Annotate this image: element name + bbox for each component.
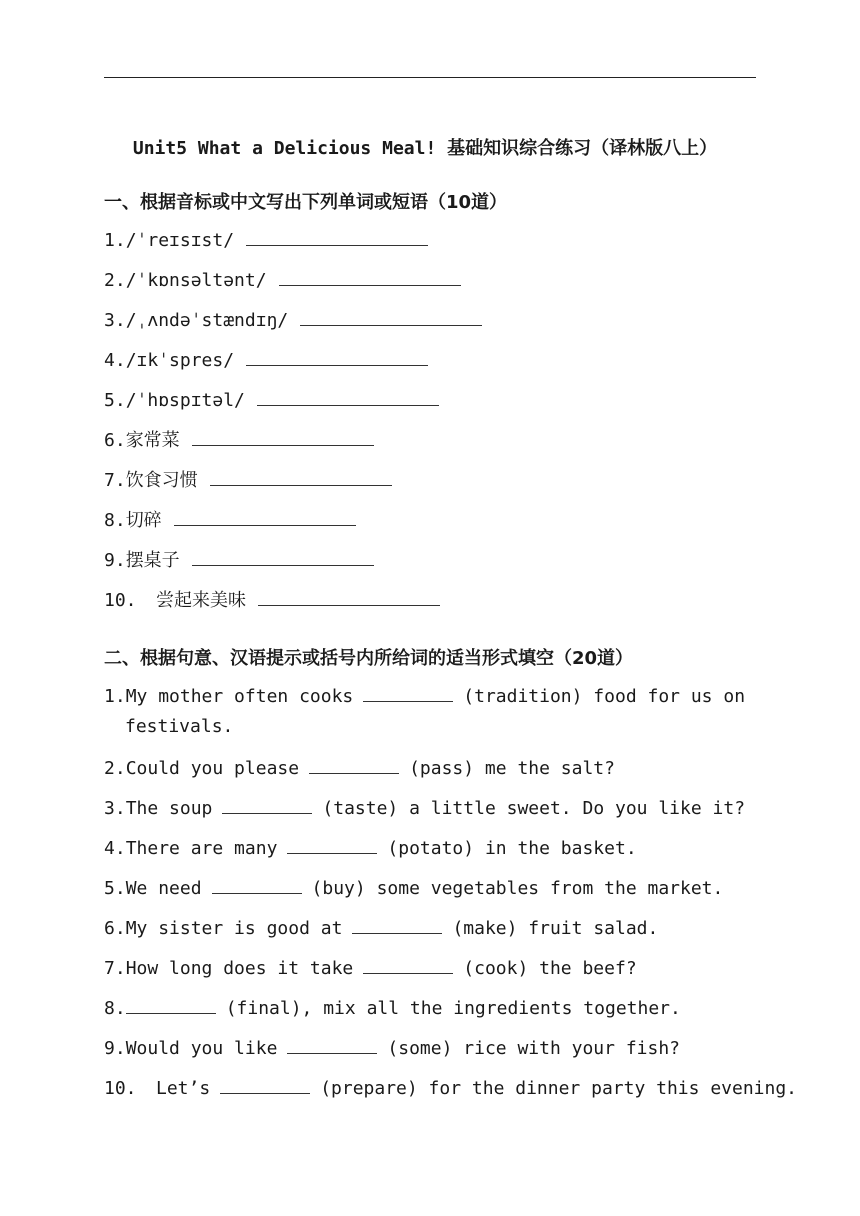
answer-blank[interactable] [210,466,392,486]
s2-item-4: 4.There are many (potato) in the basket. [104,834,637,862]
s1-item-4: 4./ɪkˈspres/ [104,346,428,374]
answer-blank[interactable] [246,226,428,246]
s2-item-3: 3.The soup (taste) a little sweet. Do you like it? [104,794,745,822]
answer-blank[interactable] [257,386,439,406]
s1-item-1: 1./ˈreɪsɪst/ [104,226,428,254]
s2-item-2: 2.Could you please (pass) me the salt? [104,754,615,782]
s1-item-7: 7.饮食习惯 [104,466,392,494]
s1-prompt: 家常菜 [125,430,180,451]
s1-item-8: 8.切碎 [104,506,356,534]
s1-item-2: 2./ˈkɒnsəltənt/ [104,266,461,294]
s2-item-5: 5.We need (buy) some vegetables from the market. [104,874,723,902]
s2-item-1: 1.My mother often cooks (tradition) food for us on [104,682,745,710]
answer-blank[interactable] [363,954,453,974]
s1-item-3: 3./ˌʌndəˈstændɪŋ/ [104,306,482,334]
s1-item-6: 6.家常菜 [104,426,374,454]
answer-blank[interactable] [192,426,374,446]
answer-blank[interactable] [258,586,440,606]
answer-blank[interactable] [363,682,453,702]
answer-blank[interactable] [212,874,302,894]
s1-prompt: 饮食习惯 [125,470,198,491]
s1-prompt: /ˈhɒspɪtəl/ [125,390,245,411]
answer-blank[interactable] [287,834,377,854]
s1-prompt: 摆桌子 [125,550,180,571]
s2-item-9: 9.Would you like (some) rice with your fish? [104,1034,680,1062]
answer-blank[interactable] [246,346,428,366]
answer-blank[interactable] [300,306,482,326]
s1-item-10: 10. 尝起来美味 [104,586,440,614]
answer-blank[interactable] [309,754,399,774]
answer-blank[interactable] [222,794,312,814]
s1-prompt: /ˈreɪsɪst/ [125,230,235,251]
s2-item-10: 10. Let’s (prepare) for the dinner party this evening. [104,1074,797,1102]
s1-prompt: /ˌʌndəˈstændɪŋ/ [125,310,289,331]
answer-blank[interactable] [174,506,356,526]
section-2-heading: 二、根据句意、汉语提示或括号内所给词的适当形式填空（20道） [104,648,634,669]
answer-blank[interactable] [352,914,442,934]
section-1-heading: 一、根据音标或中文写出下列单词或短语（10道） [104,192,508,213]
s2-item-7: 7.How long does it take (cook) the beef? [104,954,637,982]
s2-item-6: 6.My sister is good at (make) fruit salad. [104,914,658,942]
header-rule [104,77,756,78]
s1-prompt: 切碎 [125,510,162,531]
answer-blank[interactable] [220,1074,310,1094]
s2-item-1-continuation: festivals. [125,716,234,737]
s1-prompt: /ɪkˈspres/ [125,350,235,371]
s2-item-8: 8. (final), mix all the ingredients together. [104,994,681,1022]
s1-prompt: /ˈkɒnsəltənt/ [125,270,267,291]
page-title: Unit5 What a Delicious Meal! 基础知识综合练习（译林版八上） [132,138,718,159]
answer-blank[interactable] [126,994,216,1014]
s1-prompt: 尝起来美味 [156,590,246,611]
answer-blank[interactable] [192,546,374,566]
answer-blank[interactable] [279,266,461,286]
s1-item-9: 9.摆桌子 [104,546,374,574]
s1-item-5: 5./ˈhɒspɪtəl/ [104,386,439,414]
answer-blank[interactable] [287,1034,377,1054]
